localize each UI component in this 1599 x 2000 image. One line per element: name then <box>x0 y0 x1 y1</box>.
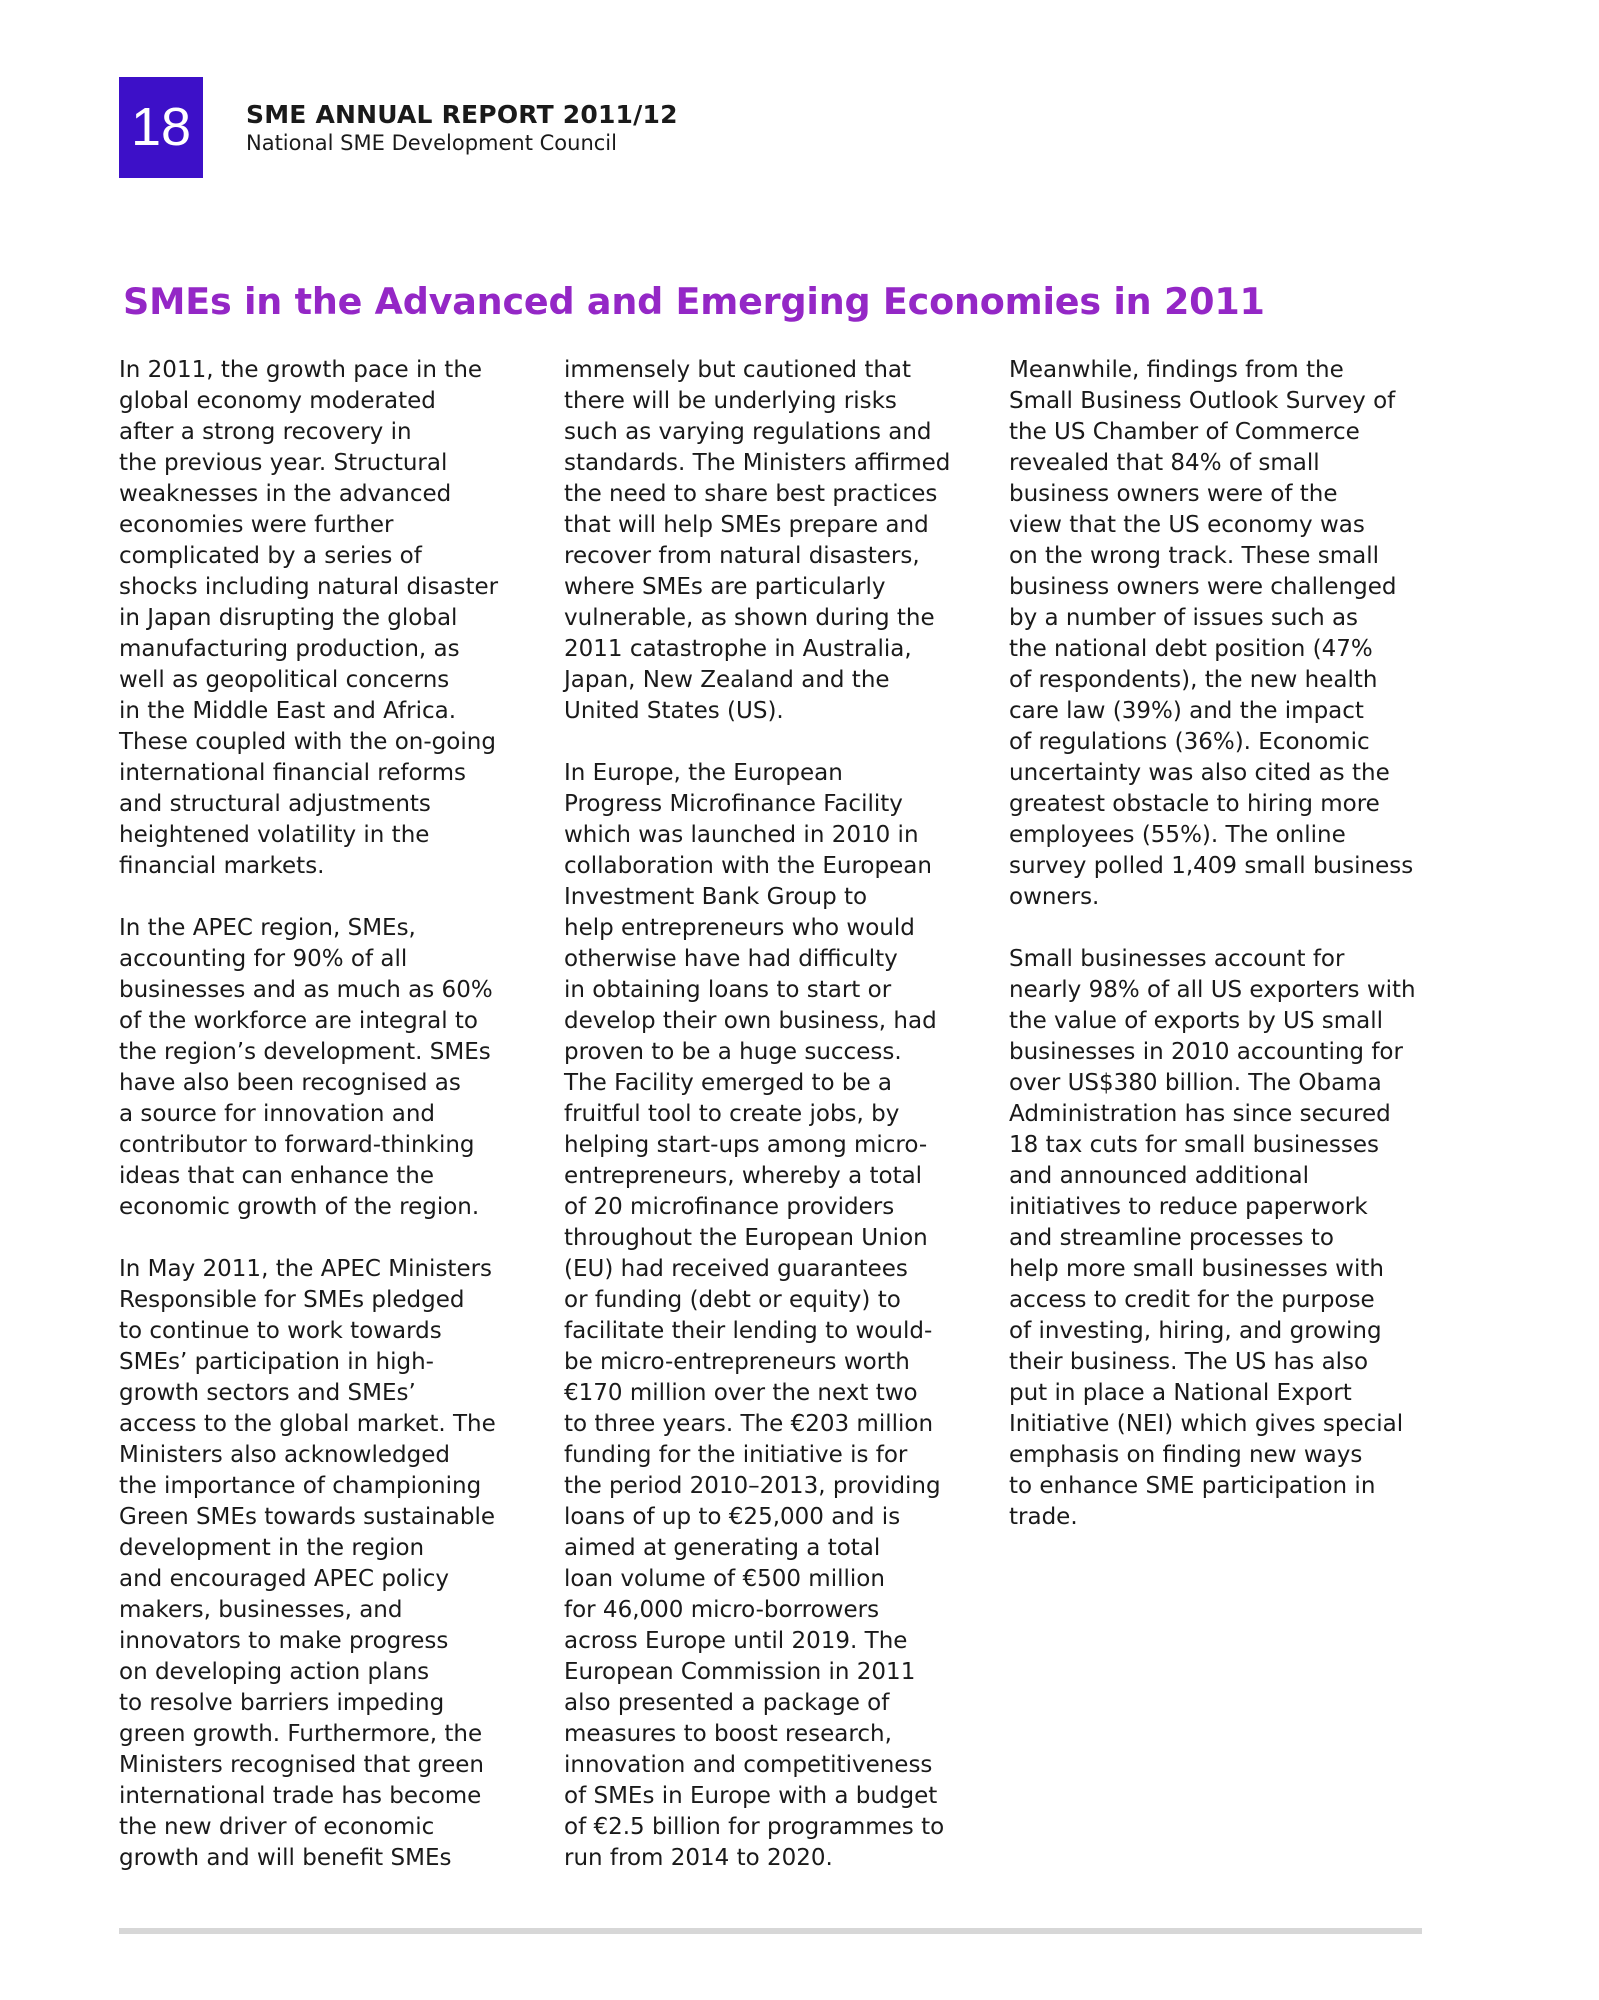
text-line: economic growth of the region. <box>119 1194 480 1220</box>
text-line: Progress Microfinance Facility <box>564 791 903 817</box>
text-line: makers, businesses, and <box>119 1597 403 1623</box>
text-line: develop their own business, had <box>564 1008 937 1034</box>
paragraph <box>1009 944 1429 1533</box>
text-line: and encouraged APEC policy <box>119 1566 450 1592</box>
text-line: shocks including natural disaster <box>119 574 499 600</box>
text-column-1 <box>119 355 539 1874</box>
paragraph-gap <box>119 1223 539 1254</box>
text-line: collaboration with the European <box>564 853 932 879</box>
text-line: 2011 catastrophe in Australia, <box>564 636 912 662</box>
text-line: fruitful tool to create jobs, by <box>564 1101 900 1127</box>
text-line: Responsible for SMEs pledged <box>119 1287 465 1313</box>
text-line: vulnerable, as shown during the <box>564 605 935 631</box>
footer-rule <box>119 1928 1422 1934</box>
text-line: the US Chamber of Commerce <box>1009 419 1360 445</box>
text-line: after a strong recovery in <box>119 419 412 445</box>
text-line: In Europe, the European <box>564 760 843 786</box>
text-line: there will be underlying risks <box>564 388 897 414</box>
text-line: of investing, hiring, and growing <box>1009 1318 1382 1344</box>
text-line: to resolve barriers impeding <box>119 1690 445 1716</box>
text-line: trade. <box>1009 1504 1078 1530</box>
text-line: growth and will benefit SMEs <box>119 1845 452 1871</box>
text-line: access to credit for the purpose <box>1009 1287 1375 1313</box>
text-line: Meanwhile, findings from the <box>1009 357 1344 383</box>
text-line: access to the global market. The <box>119 1411 496 1437</box>
text-line: nearly 98% of all US exporters with <box>1009 977 1416 1003</box>
text-line: The Facility emerged to be a <box>564 1070 893 1096</box>
paragraph-gap <box>1009 913 1429 944</box>
text-line: have also been recognised as <box>119 1070 461 1096</box>
text-line: of SMEs in Europe with a budget <box>564 1783 938 1809</box>
text-line: aimed at generating a total <box>564 1535 881 1561</box>
text-line: in Japan disrupting the global <box>119 605 458 631</box>
text-line: 18 tax cuts for small businesses <box>1009 1132 1380 1158</box>
text-line: growth sectors and SMEs’ <box>119 1380 416 1406</box>
text-line: in obtaining loans to start or <box>564 977 892 1003</box>
text-line: for 46,000 micro-borrowers <box>564 1597 880 1623</box>
text-line: of 20 microfinance providers <box>564 1194 895 1220</box>
page-number: 18 <box>119 77 203 178</box>
text-line: Investment Bank Group to <box>564 884 868 910</box>
text-line: such as varying regulations and <box>564 419 932 445</box>
text-line: Small Business Outlook Survey of <box>1009 388 1396 414</box>
text-line: manufacturing production, as <box>119 636 460 662</box>
text-line: accounting for 90% of all <box>119 946 408 972</box>
text-column-2 <box>564 355 984 1874</box>
text-line: international financial reforms <box>119 760 466 786</box>
text-line: Ministers recognised that green <box>119 1752 484 1778</box>
text-line: loans of up to €25,000 and is <box>564 1504 901 1530</box>
text-line: the new driver of economic <box>119 1814 435 1840</box>
text-line: (EU) had received guarantees <box>564 1256 908 1282</box>
text-line: Initiative (NEI) which gives special <box>1009 1411 1404 1437</box>
text-line: In May 2011, the APEC Ministers <box>119 1256 493 1282</box>
text-line: to enhance SME participation in <box>1009 1473 1376 1499</box>
text-line: funding for the initiative is for <box>564 1442 908 1468</box>
text-line: international trade has become <box>119 1783 482 1809</box>
text-line: a source for innovation and <box>119 1101 435 1127</box>
text-line: care law (39%) and the impact <box>1009 698 1364 724</box>
text-line: and structural adjustments <box>119 791 431 817</box>
text-line: over US$380 billion. The Obama <box>1009 1070 1382 1096</box>
text-line: where SMEs are particularly <box>564 574 886 600</box>
text-line: Japan, New Zealand and the <box>564 667 890 693</box>
text-line: standards. The Ministers affirmed <box>564 450 951 476</box>
paragraph-gap <box>564 727 984 758</box>
text-line: view that the US economy was <box>1009 512 1365 538</box>
text-line: recover from natural disasters, <box>564 543 920 569</box>
text-line: green growth. Furthermore, the <box>119 1721 483 1747</box>
text-line: survey polled 1,409 small business <box>1009 853 1414 879</box>
report-title: SME ANNUAL REPORT 2011/12 <box>246 100 678 129</box>
text-line: owners. <box>1009 884 1100 910</box>
text-line: otherwise have had difficulty <box>564 946 898 972</box>
text-line: the need to share best practices <box>564 481 938 507</box>
text-line: business owners were challenged <box>1009 574 1397 600</box>
text-line: Green SMEs towards sustainable <box>119 1504 496 1530</box>
text-line: complicated by a series of <box>119 543 422 569</box>
text-line: business owners were of the <box>1009 481 1338 507</box>
text-line: businesses in 2010 accounting for <box>1009 1039 1403 1065</box>
text-line: well as geopolitical concerns <box>119 667 450 693</box>
text-line: to continue to work towards <box>119 1318 442 1344</box>
text-line: to three years. The €203 million <box>564 1411 934 1437</box>
text-line: heightened volatility in the <box>119 822 430 848</box>
text-line: across Europe until 2019. The <box>564 1628 908 1654</box>
text-line: the importance of championing <box>119 1473 482 1499</box>
text-line: measures to boost research, <box>564 1721 892 1747</box>
text-line: loan volume of €500 million <box>564 1566 885 1592</box>
text-line: These coupled with the on-going <box>119 729 496 755</box>
text-line: the national debt position (47% <box>1009 636 1373 662</box>
text-line: the previous year. Structural <box>119 450 448 476</box>
text-line: Ministers also acknowledged <box>119 1442 450 1468</box>
text-line: helping start-ups among micro- <box>564 1132 928 1158</box>
text-line: emphasis on finding new ways <box>1009 1442 1363 1468</box>
text-line: the region’s development. SMEs <box>119 1039 491 1065</box>
text-line: put in place a National Export <box>1009 1380 1352 1406</box>
text-line: facilitate their lending to would- <box>564 1318 933 1344</box>
text-line: contributor to forward-thinking <box>119 1132 475 1158</box>
text-line: ideas that can enhance the <box>119 1163 435 1189</box>
text-line: which was launched in 2010 in <box>564 822 919 848</box>
text-line: employees (55%). The online <box>1009 822 1346 848</box>
paragraph <box>119 1254 539 1874</box>
text-line: Administration has since secured <box>1009 1101 1391 1127</box>
text-line: of regulations (36%). Economic <box>1009 729 1370 755</box>
text-line: innovation and competitiveness <box>564 1752 933 1778</box>
text-line: SMEs’ participation in high- <box>119 1349 434 1375</box>
text-line: greatest obstacle to hiring more <box>1009 791 1380 817</box>
paragraph <box>119 913 539 1223</box>
text-line: by a number of issues such as <box>1009 605 1359 631</box>
text-line: financial markets. <box>119 853 325 879</box>
text-line: that will help SMEs prepare and <box>564 512 929 538</box>
text-line: on developing action plans <box>119 1659 430 1685</box>
text-line: or funding (debt or equity) to <box>564 1287 901 1313</box>
text-line: the period 2010–2013, providing <box>564 1473 941 1499</box>
text-line: innovators to make progress <box>119 1628 449 1654</box>
text-line: immensely but cautioned that <box>564 357 912 383</box>
text-line: development in the region <box>119 1535 425 1561</box>
text-line: initiatives to reduce paperwork <box>1009 1194 1368 1220</box>
text-line: throughout the European Union <box>564 1225 928 1251</box>
text-line: be micro-entrepreneurs worth <box>564 1349 910 1375</box>
text-line: European Commission in 2011 <box>564 1659 916 1685</box>
text-line: businesses and as much as 60% <box>119 977 493 1003</box>
text-line: and streamline processes to <box>1009 1225 1334 1251</box>
text-line: economies were further <box>119 512 394 538</box>
text-line: In 2011, the growth pace in the <box>119 357 483 383</box>
paragraph <box>119 355 539 882</box>
text-line: the value of exports by US small <box>1009 1008 1383 1034</box>
text-line: global economy moderated <box>119 388 436 414</box>
text-line: In the APEC region, SMEs, <box>119 915 416 941</box>
text-line: help entrepreneurs who would <box>564 915 915 941</box>
text-line: revealed that 84% of small <box>1009 450 1320 476</box>
text-line: run from 2014 to 2020. <box>564 1845 833 1871</box>
text-line: in the Middle East and Africa. <box>119 698 457 724</box>
text-line: United States (US). <box>564 698 784 724</box>
paragraph <box>564 758 984 1874</box>
text-line: on the wrong track. These small <box>1009 543 1379 569</box>
text-line: help more small businesses with <box>1009 1256 1384 1282</box>
text-line: Small businesses account for <box>1009 946 1345 972</box>
text-line: entrepreneurs, whereby a total <box>564 1163 923 1189</box>
paragraph-gap <box>119 882 539 913</box>
text-line: and announced additional <box>1009 1163 1309 1189</box>
text-line: their business. The US has also <box>1009 1349 1369 1375</box>
paragraph <box>564 355 984 727</box>
text-line: €170 million over the next two <box>564 1380 918 1406</box>
text-line: proven to be a huge success. <box>564 1039 902 1065</box>
text-line: weaknesses in the advanced <box>119 481 452 507</box>
text-line: of the workforce are integral to <box>119 1008 479 1034</box>
report-subtitle: National SME Development Council <box>246 131 617 155</box>
text-line: of respondents), the new health <box>1009 667 1378 693</box>
text-line: uncertainty was also cited as the <box>1009 760 1390 786</box>
text-line: of €2.5 billion for programmes to <box>564 1814 945 1840</box>
section-heading: SMEs in the Advanced and Emerging Economies in 2011 <box>123 280 1265 323</box>
paragraph <box>1009 355 1429 913</box>
text-column-3 <box>1009 355 1429 1533</box>
text-line: also presented a package of <box>564 1690 890 1716</box>
